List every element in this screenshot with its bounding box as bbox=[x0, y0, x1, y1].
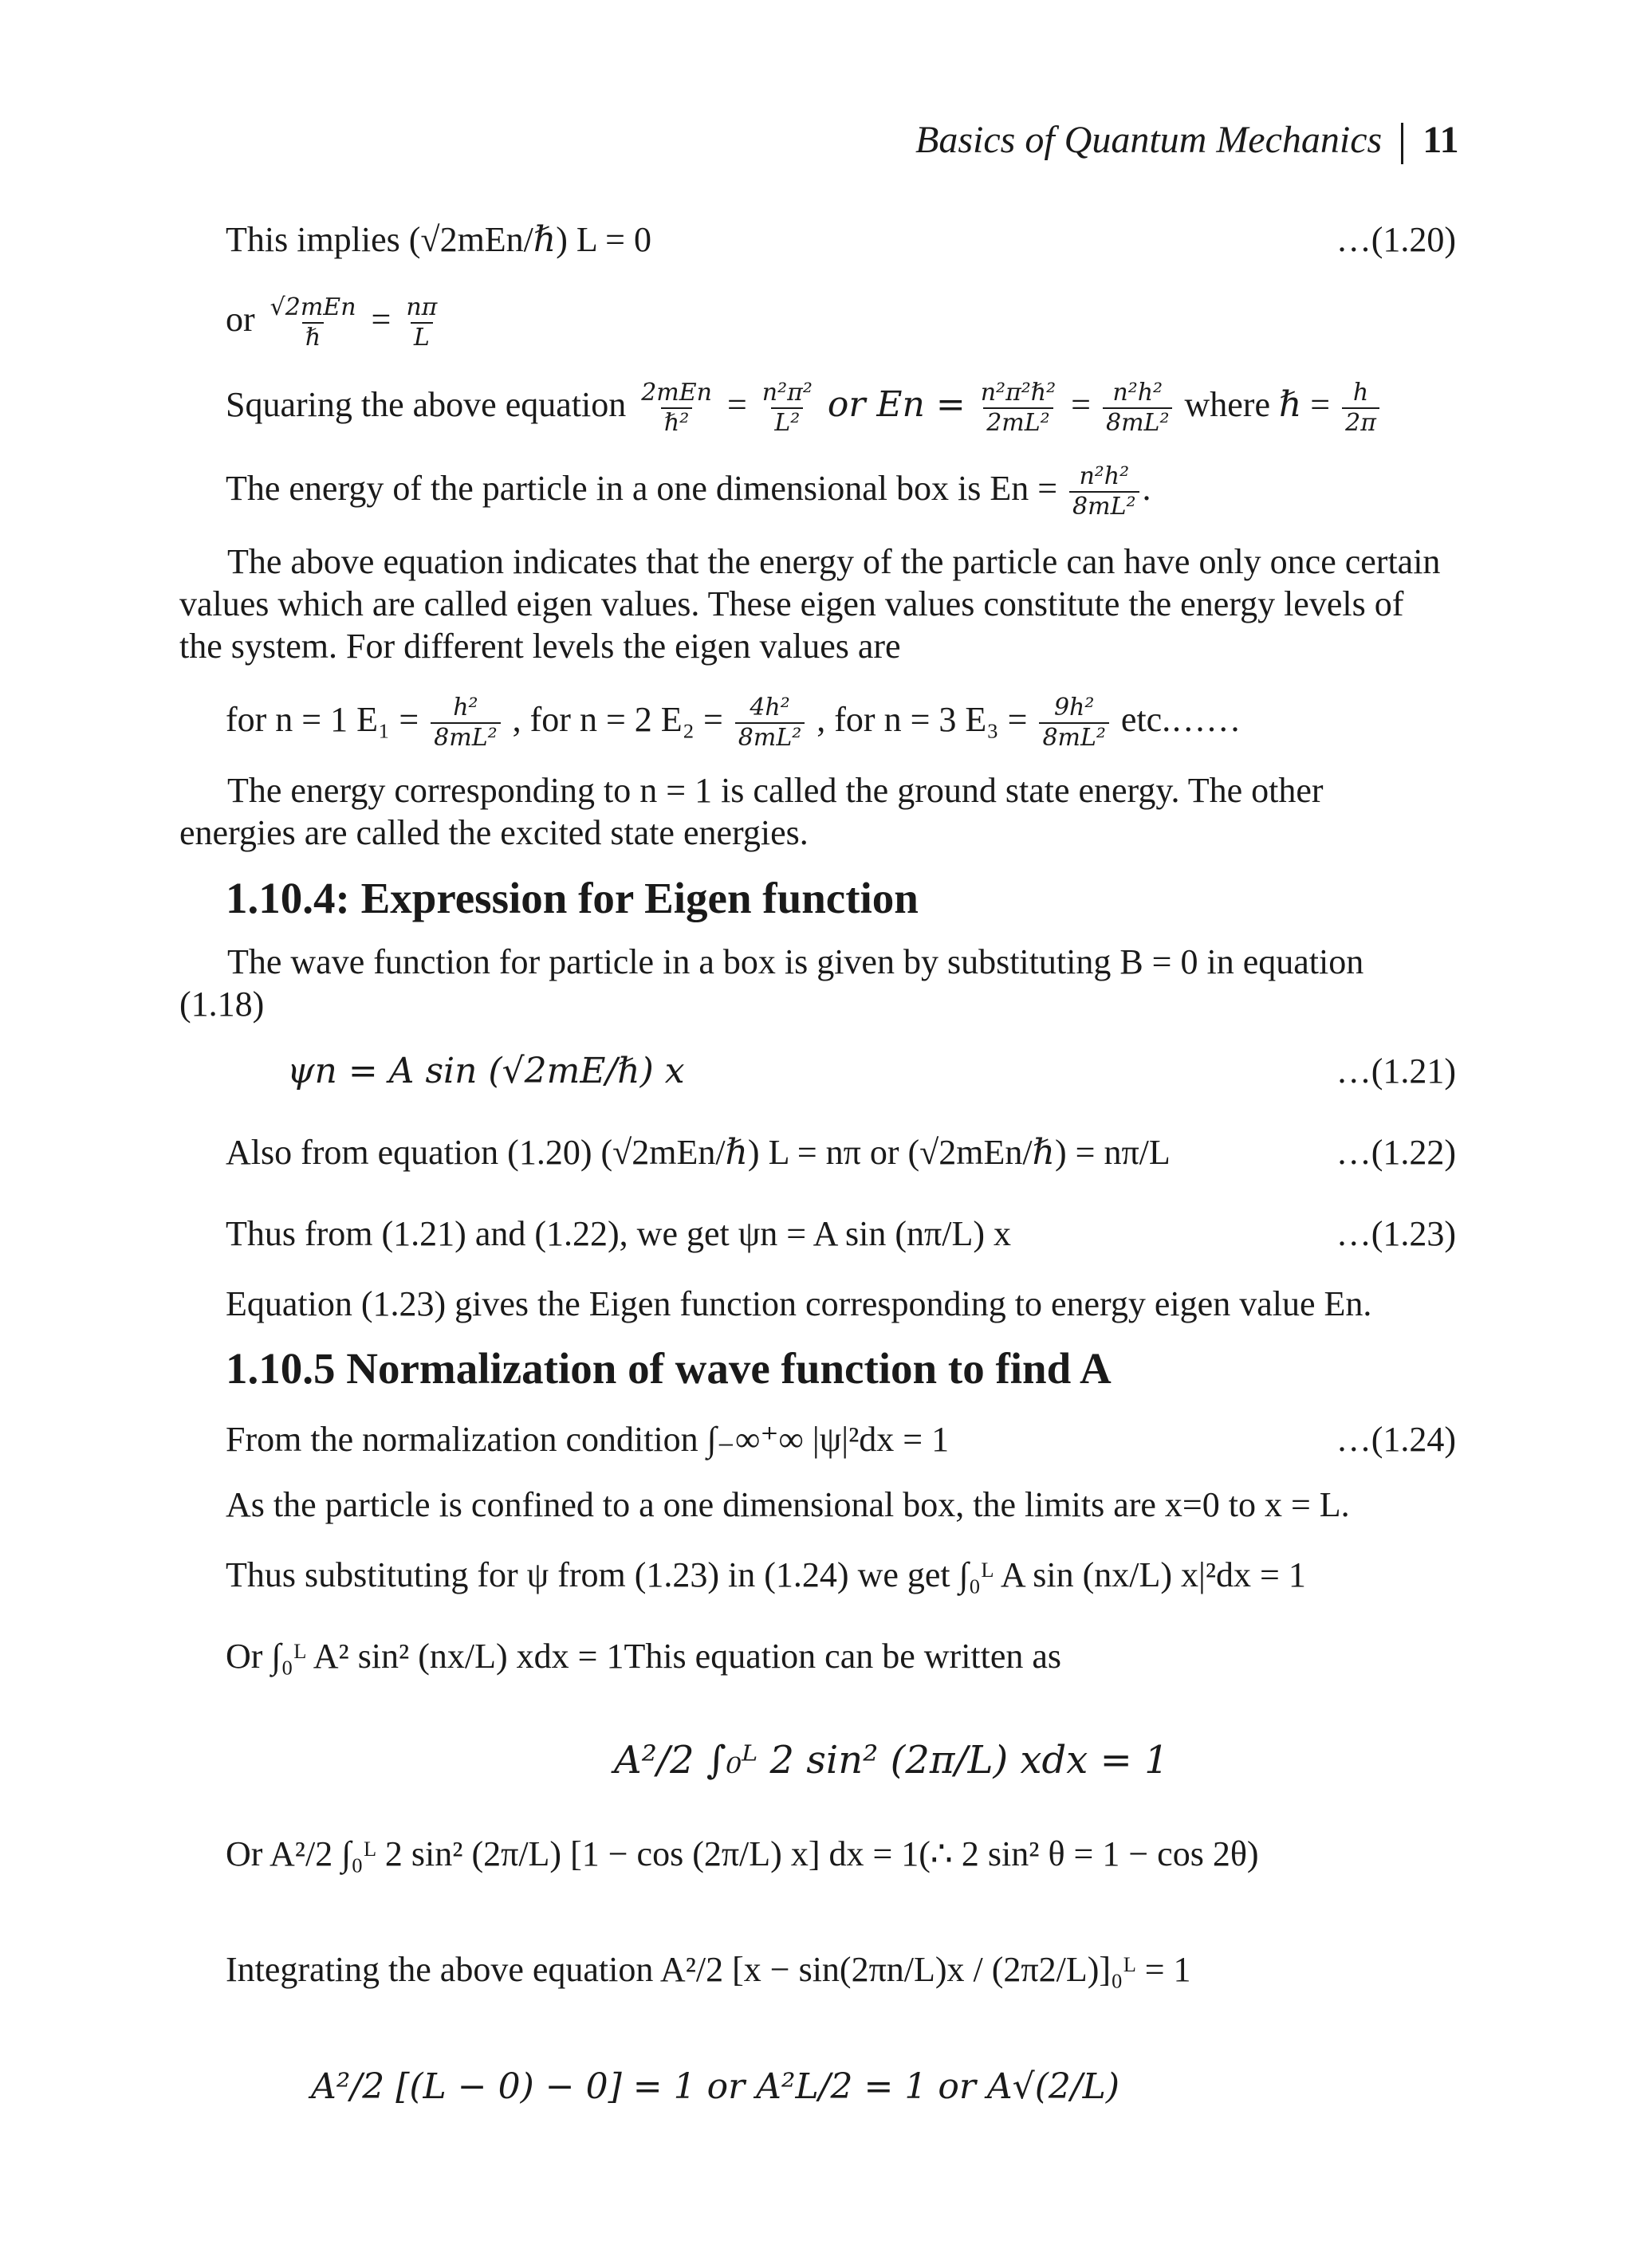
header-title: Basics of Quantum Mechanics bbox=[915, 119, 1383, 161]
fraction-h-over-2pi: $\frac{h}{2\pi}$ bbox=[1342, 379, 1379, 438]
line-integrating: Integrating the above equation A²/2 [x − sin(2πn/L)x / (2π2/L)]₀ᴸ = 1 bbox=[226, 1950, 1191, 1989]
fraction-energy: $\frac{\text{n²h²}}{\text{8mL²}}$ bbox=[1069, 462, 1139, 521]
page-number: 11 bbox=[1422, 119, 1459, 161]
line-substituting-psi: Thus substituting for ψ from (1.23) in (1.24) we get ∫₀ᴸ A sin (nx/L) x|²dx = 1 bbox=[226, 1555, 1306, 1594]
fraction-n2pi2hbar2-over-2mL2: $\frac{\text{n²π²ℏ²}}{\text{2mL²}}$ bbox=[980, 379, 1057, 437]
equation-number-1-20: …(1.20) bbox=[1336, 220, 1456, 259]
equation-number-1-24: …(1.24) bbox=[1336, 1420, 1456, 1459]
line-or-fraction: or $\frac{\text{√2mEn}}{\text{ℏ}}$ = $\frac{n\pi}{L}$ bbox=[226, 293, 443, 352]
equation-psi-n: ψn = A sin (√2mE/ℏ) x bbox=[287, 1051, 685, 1091]
line-or-integral: Or ∫₀ᴸ A² sin² (nx/L) xdx = 1This equation can be written as bbox=[226, 1637, 1062, 1676]
line-eigen-function-statement: Equation (1.23) gives the Eigen function corresponding to energy eigen value En. bbox=[226, 1284, 1372, 1323]
line-confined-particle: As the particle is confined to a one dimensional box, the limits are x=0 to x = L. bbox=[226, 1485, 1350, 1524]
heading-normalization: 1.10.5 Normalization of wave function to find A bbox=[226, 1344, 1112, 1393]
paragraph-wave-function: The wave function for particle in a box is given by substituting B = 0 in equation (1.18) bbox=[179, 942, 1364, 1024]
paragraph-ground-state: The energy corresponding to n = 1 is called the ground state energy. The other energies are called the excited state energies. bbox=[179, 771, 1324, 852]
equation-half-integral: A²/2 ∫₀ᴸ 2 sin² (2π/L) xdx = 1 bbox=[614, 1738, 1169, 1783]
line-thus-from: Thus from (1.21) and (1.22), we get ψn = A sin (nπ/L) x bbox=[226, 1214, 1011, 1253]
fraction-npi-over-L: $\frac{n\pi}{L}$ bbox=[406, 293, 438, 352]
paragraph-eigen-values: The above equation indicates that the energy of the particle can have only once certain values which are called eigen values. These eigen values constitute the energy levels of the system. For different levels the eigen values are bbox=[179, 542, 1441, 666]
line-also-from-equation: Also from equation (1.20) (√2mEn/ℏ) L = nπ or (√2mEn/ℏ) = nπ/L bbox=[226, 1133, 1171, 1172]
fraction-E3: $\frac{\text{9h²}}{\text{8mL²}}$ bbox=[1039, 694, 1108, 753]
fraction-n2h2-over-8mL2: $\frac{\text{n²h²}}{\text{8mL²}}$ bbox=[1103, 379, 1172, 438]
running-header bbox=[915, 118, 1459, 164]
line-energy-levels: for n = 1 E₁ = $\frac{\text{h²}}{\text{8mL²}}$ , for n = 2 E₂ = $\frac{\text{4h²}}{\text{8mL²}}$ , for n = 3 E₃ = $\frac{\text{9h²}}{\text{8mL²}}$ etc.…… bbox=[226, 694, 1241, 752]
fraction-2mEn-over-hbar2: $\frac{\text{2mEn}}{\text{ℏ²}}$ bbox=[641, 379, 712, 437]
fraction-E1: $\frac{\text{h²}}{\text{8mL²}}$ bbox=[431, 694, 500, 753]
line-this-implies: This implies (√2mEn/ℏ) L = 0 bbox=[226, 220, 651, 259]
header-divider bbox=[1401, 123, 1403, 164]
line-energy-of-particle: The energy of the particle in a one dimensional box is En = $\frac{\text{n²h²}}{\text{8mL²}}$ . bbox=[226, 462, 1151, 521]
or-label: or bbox=[226, 300, 255, 340]
line-result-A: A²/2 [(L − 0) − 0] = 1 or A²L/2 = 1 or A√(2/L) bbox=[311, 2066, 1120, 2107]
fraction-E2: $\frac{\text{4h²}}{\text{8mL²}}$ bbox=[735, 694, 805, 753]
line-or-identity: Or A²/2 ∫₀ᴸ 2 sin² (2π/L) [1 − cos (2π/L) x] dx = 1(∴ 2 sin² θ = 1 − cos 2θ) bbox=[226, 1834, 1259, 1873]
equation-number-1-22: …(1.22) bbox=[1336, 1133, 1456, 1172]
heading-eigen-function: 1.10.4: Expression for Eigen function bbox=[226, 874, 919, 922]
line-squaring: Squaring the above equation $\frac{\text{2mEn}}{\text{ℏ²}}$ = $\frac{\text{n²π²}}{\text{L²}}$ or En = $\frac{\text{n²π²ℏ²}}{\text{2mL²}}$ = $\frac{\text{n²h²}}{\text{8mL²}}$ where ℏ = $\frac{h}{2\pi}$ bbox=[226, 379, 1383, 438]
equation-number-1-21: …(1.21) bbox=[1336, 1051, 1456, 1091]
equation-number-1-23: …(1.23) bbox=[1336, 1214, 1456, 1253]
fraction-n2pi2-over-L2: $\frac{\text{n²π²}}{\text{L²}}$ bbox=[761, 379, 813, 437]
line-normalization-condition: From the normalization condition ∫₋∞⁺∞ |ψ|²dx = 1 bbox=[226, 1420, 950, 1459]
fraction-sqrt-2mEn-over-hbar: $\frac{\text{√2mEn}}{\text{ℏ}}$ bbox=[270, 293, 356, 352]
